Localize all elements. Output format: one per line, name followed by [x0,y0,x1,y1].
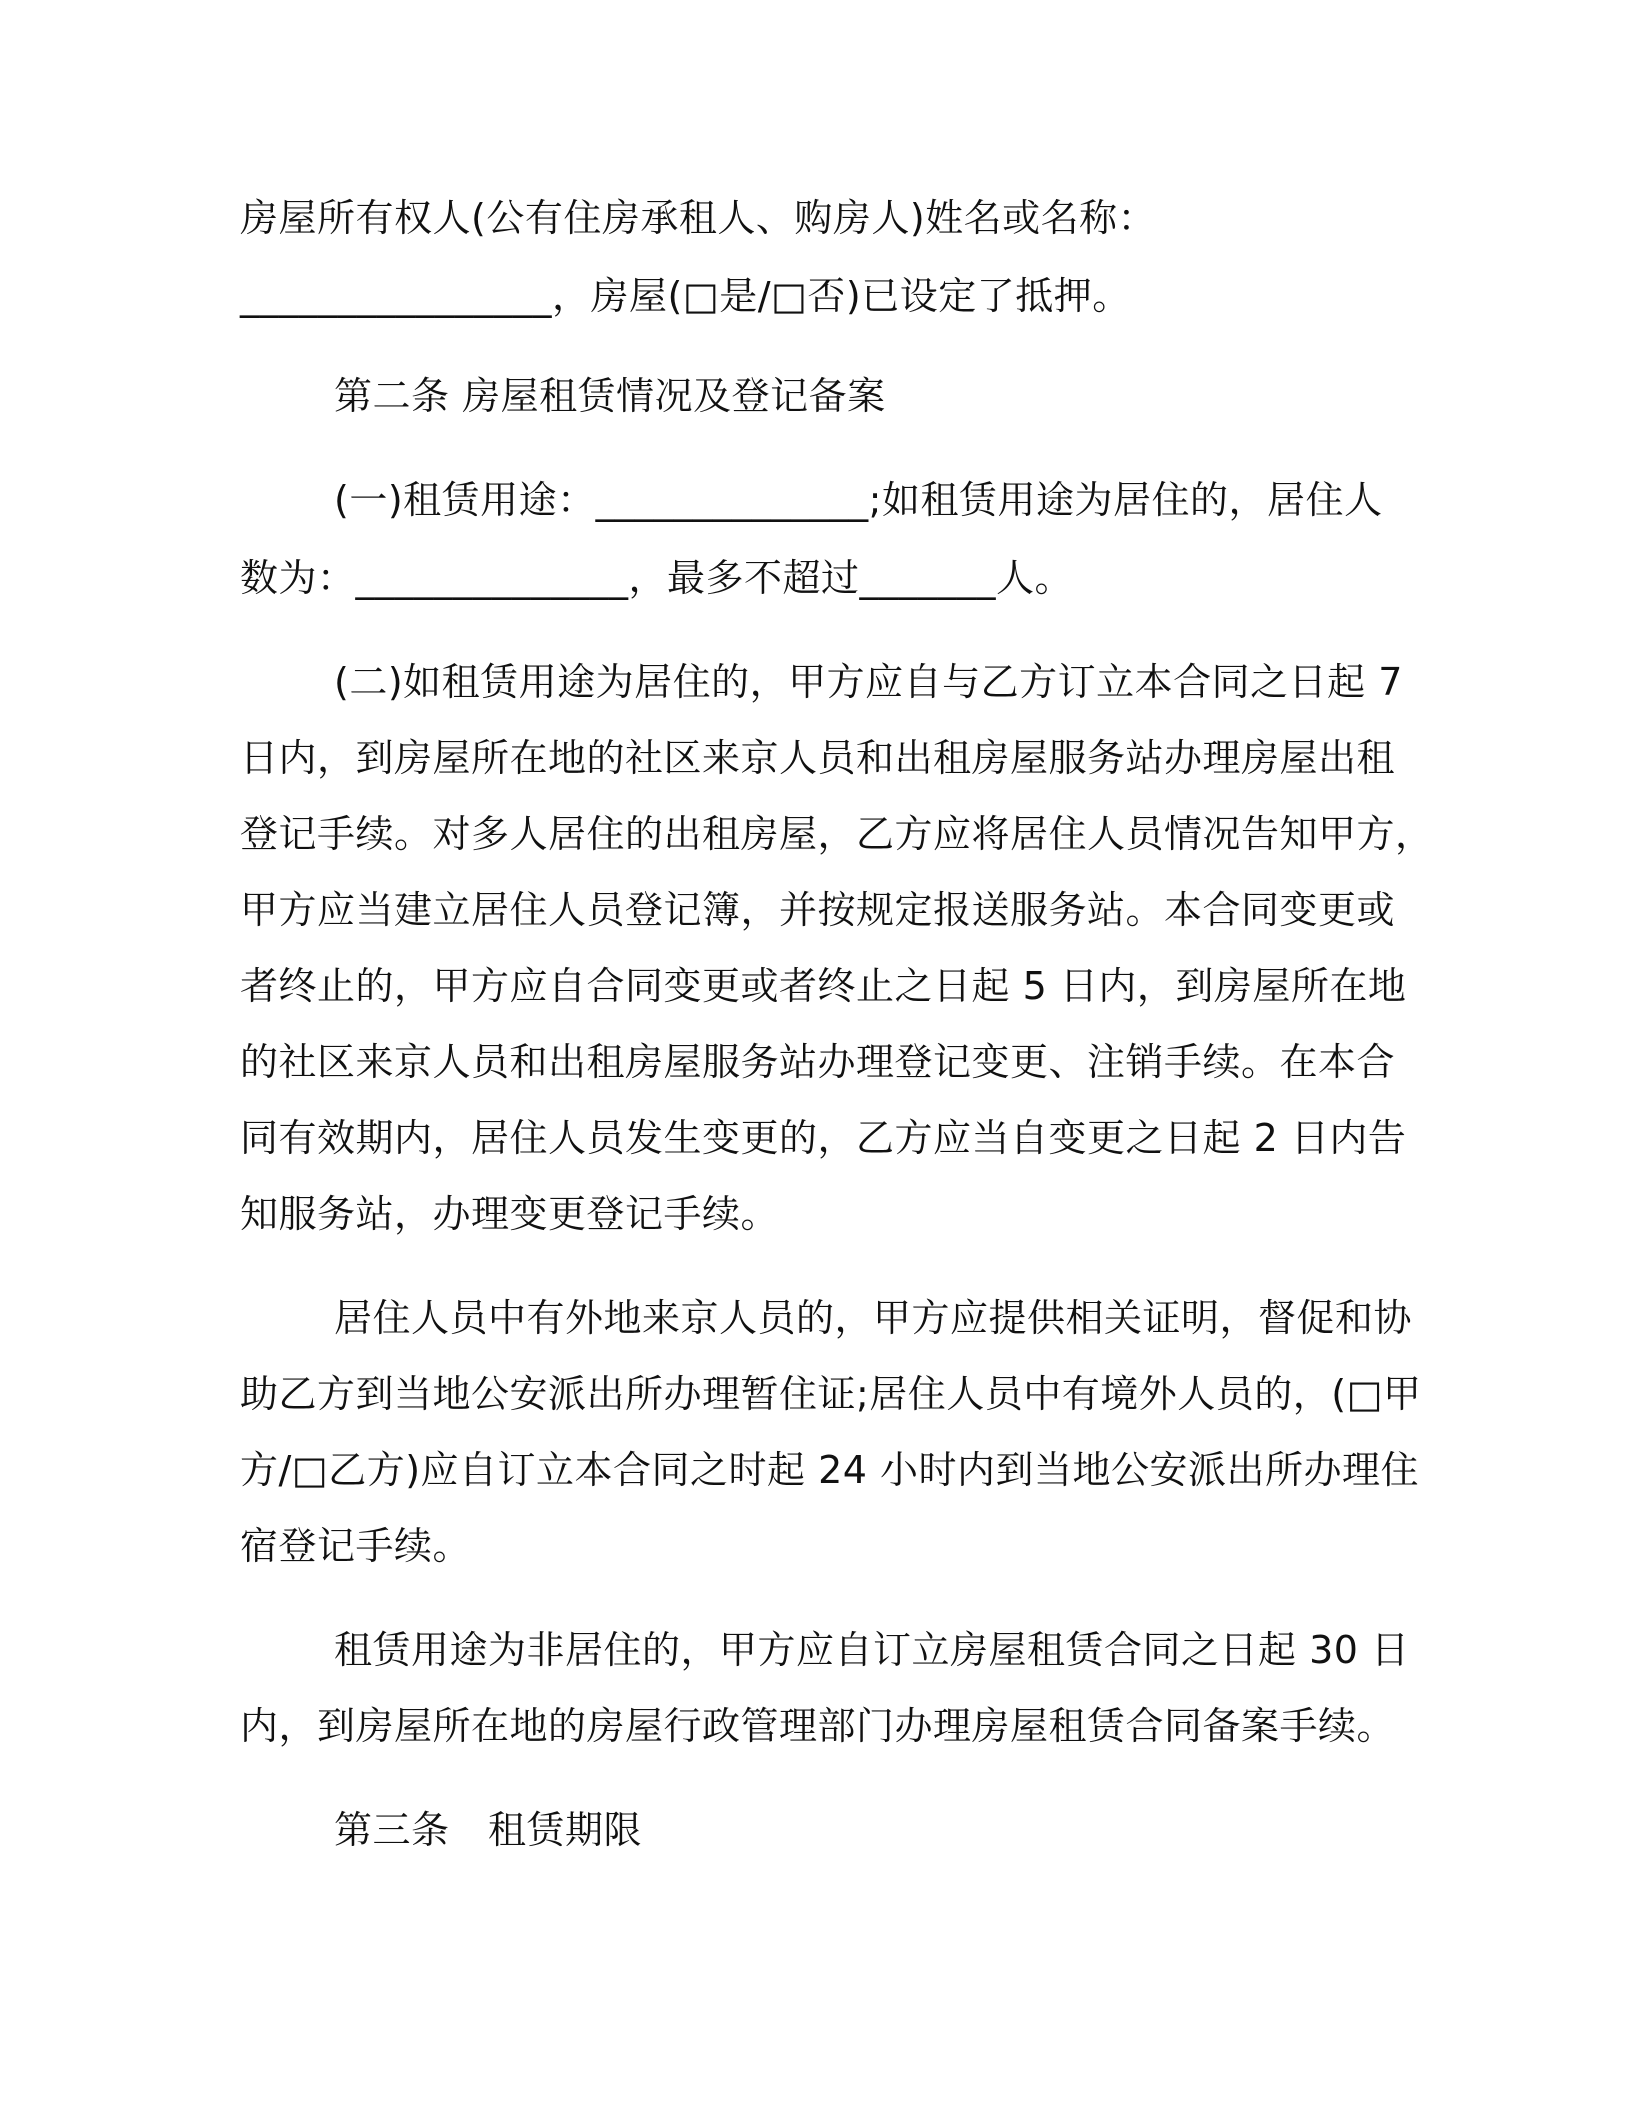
owner-name-line: 房屋所有权人(公有住房承租人、购房人)姓名或名称： [240,196,1157,240]
clause-2-line-3: 登记手续。对多人居住的出租房屋，乙方应将居住人员情况告知甲方， [240,812,1434,856]
clause-2-line-2: 日内，到房屋所在地的社区来京人员和出租房屋服务站办理房屋出租 [240,736,1396,780]
temporary-residence-line-4: 宿登记手续。 [240,1524,472,1568]
clause-2-line-1: (二)如租赁用途为居住的，甲方应自与乙方订立本合同之日起 7 [334,660,1403,704]
clause-1-line-2: 数为：______________，最多不超过_______人。 [240,556,1074,600]
temporary-residence-line-2: 助乙方到当地公安派出所办理暂住证;居住人员中有境外人员的，(□甲 [240,1372,1422,1416]
non-residential-line-2: 内，到房屋所在地的房屋行政管理部门办理房屋租赁合同备案手续。 [240,1704,1396,1748]
clause-1-line-1: (一)租赁用途：______________;如租赁用途为居住的，居住人 [334,478,1383,522]
mortgage-line: ________________，房屋(□是/□否)已设定了抵押。 [240,274,1131,318]
clause-2-line-7: 同有效期内，居住人员发生变更的，乙方应当自变更之日起 2 日内告 [240,1116,1407,1160]
clause-2-line-5: 者终止的，甲方应自合同变更或者终止之日起 5 日内，到房屋所在地 [240,964,1407,1008]
non-residential-line-1: 租赁用途为非居住的，甲方应自订立房屋租赁合同之日起 30 日 [334,1628,1410,1672]
article-3-heading: 第三条 租赁期限 [334,1808,643,1852]
clause-2-line-4: 甲方应当建立居住人员登记簿，并按规定报送服务站。本合同变更或 [240,888,1396,932]
clause-2-line-8: 知服务站，办理变更登记手续。 [240,1192,780,1236]
temporary-residence-line-3: 方/□乙方)应自订立本合同之时起 24 小时内到当地公安派出所办理住 [240,1448,1420,1492]
temporary-residence-line-1: 居住人员中有外地来京人员的，甲方应提供相关证明，督促和协 [334,1296,1413,1340]
clause-2-line-6: 的社区来京人员和出租房屋服务站办理登记变更、注销手续。在本合 [240,1040,1396,1084]
article-2-heading: 第二条 房屋租赁情况及登记备案 [334,374,886,418]
